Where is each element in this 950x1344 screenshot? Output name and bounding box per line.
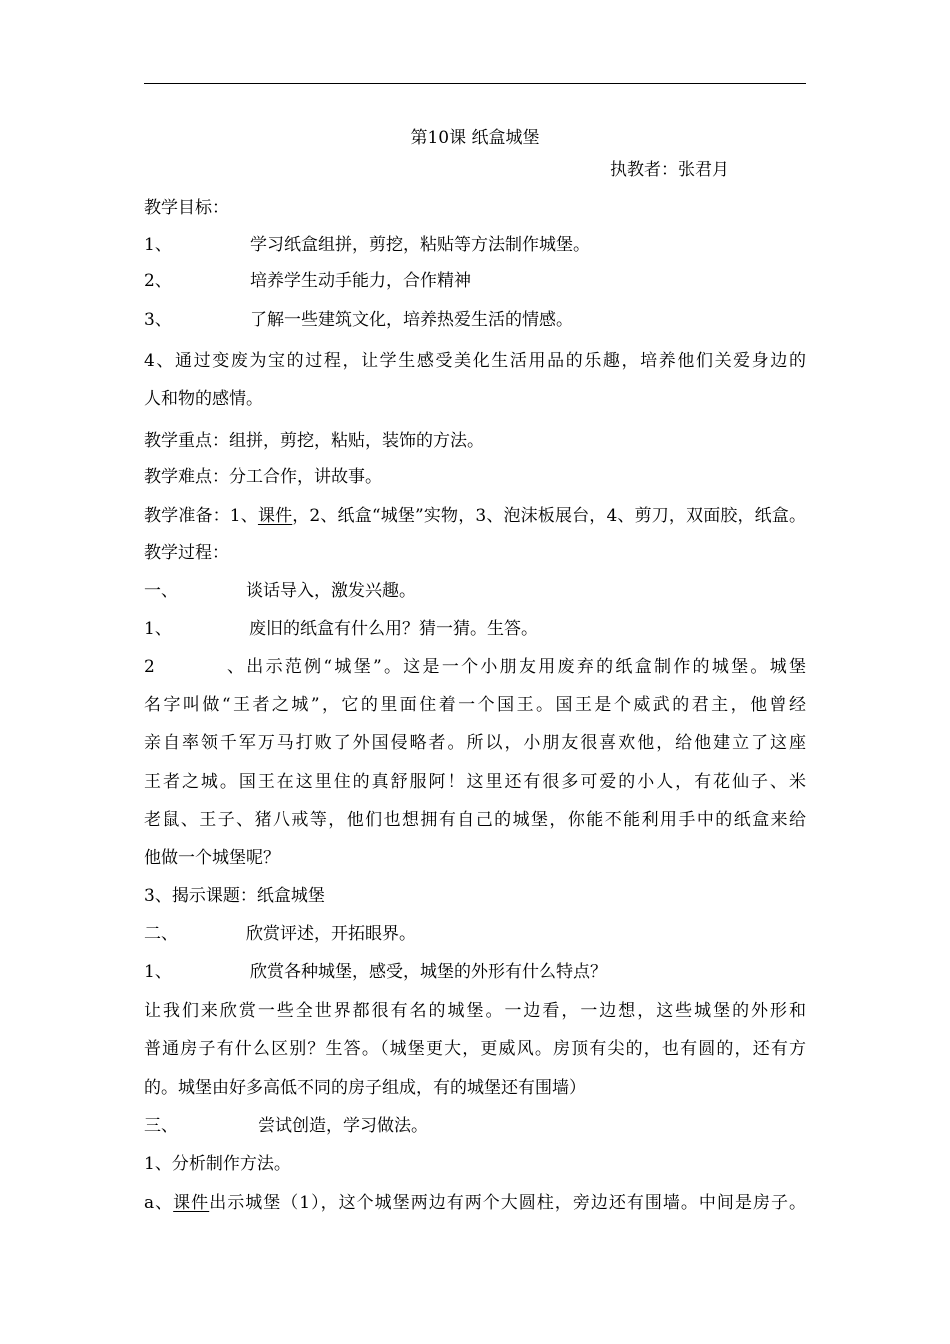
author-line: 执教者：张君月 [610, 160, 729, 180]
courseware-link-2[interactable]: 课件 [173, 1193, 210, 1213]
objective-2-num: 2、 [144, 271, 172, 291]
courseware-link[interactable]: 课件 [257, 506, 293, 526]
section-2-para-line-2: 普通房子有什么区别？生答。（城堡更大，更威风。房顶有尖的，也有圆的，还有方 [144, 1039, 806, 1059]
section-1-step-2-line-1 [144, 652, 806, 682]
section-3-step-a-prefix: a、 [144, 1193, 174, 1213]
objective-2-text: 培养学生动手能力，合作精神 [250, 271, 471, 291]
difficulties: 教学难点：分工合作，讲故事。 [144, 467, 382, 487]
section-1-step-1-text: 废旧的纸盒有什么用？猜一猜。生答。 [249, 619, 538, 639]
objective-3-text: 了解一些建筑文化，培养热爱生活的情感。 [250, 310, 573, 330]
section-1-step-3: 3、揭示课题：纸盒城堡 [144, 886, 325, 906]
section-2-para-line-1: 让我们来欣赏一些全世界都很有名的城堡。一边看，一边想，这些城堡的外形和 [144, 1001, 806, 1021]
section-1-title: 谈话导入，激发兴趣。 [246, 581, 416, 601]
section-3-step-a-text: 出示城堡（1），这个城堡两边有两个大圆柱，旁边还有围墙。中间是房子。 [209, 1193, 806, 1213]
section-1-heading [144, 576, 806, 606]
section-1-num: 一、 [144, 581, 178, 601]
section-2-step-1-num: 1、 [144, 962, 172, 982]
section-1-step-1-num: 1、 [144, 619, 172, 639]
objectives-heading: 教学目标： [144, 198, 229, 218]
section-2-step-1 [144, 957, 806, 987]
section-3-step-a [144, 1188, 806, 1218]
section-1-step-2-line-5: 老鼠、王子、猪八戒等，他们也想拥有自己的城堡，你能不能利用手中的纸盒来给 [144, 810, 806, 830]
section-1-step-2-num: 2、 [144, 657, 244, 677]
section-3-title: 尝试创造，学习做法。 [258, 1116, 428, 1136]
section-1-step-2-text: 出示范例“城堡”。这是一个小朋友用废弃的纸盒制作的城堡。城堡 [244, 657, 806, 677]
objective-1-num: 1、 [144, 235, 172, 255]
objective-1-text: 学习纸盒组拼，剪挖，粘贴等方法制作城堡。 [250, 235, 590, 255]
section-1-step-1 [144, 614, 806, 644]
process-heading: 教学过程： [144, 543, 229, 563]
section-1-step-2-line-2: 名字叫做“王者之城”，它的里面住着一个国王。国王是个威武的君主，他曾经 [144, 695, 806, 715]
objective-4-line-2: 人和物的感情。 [144, 389, 263, 409]
lesson-title: 第10课 纸盒城堡 [410, 128, 540, 148]
preparation-suffix: ，2、纸盒“城堡”实物，3、泡沫板展台，4、剪刀，双面胶，纸盒。 [292, 506, 806, 526]
section-1-step-2-line-3: 亲自率领千军万马打败了外国侵略者。所以，小朋友很喜欢他，给他建立了这座 [144, 733, 806, 753]
section-1-step-2-line-6: 他做一个城堡呢？ [144, 848, 280, 868]
section-2-heading [144, 919, 806, 949]
objective-4-line-1: 4、通过变废为宝的过程，让学生感受美化生活用品的乐趣，培养他们关爱身边的 [144, 351, 806, 371]
section-2-step-1-text: 欣赏各种城堡，感受，城堡的外形有什么特点？ [250, 962, 607, 982]
objective-2 [144, 266, 806, 296]
section-2-title: 欣赏评述，开拓眼界。 [246, 924, 416, 944]
objective-3 [144, 305, 806, 335]
section-3-num: 三、 [144, 1116, 178, 1136]
section-3-heading [144, 1111, 806, 1141]
preparation [144, 501, 806, 531]
section-3-step-1: 1、分析制作方法。 [144, 1154, 291, 1174]
preparation-prefix: 教学准备：1、 [144, 506, 258, 526]
objective-1 [144, 230, 806, 260]
header-rule [144, 83, 806, 84]
section-1-step-2-line-4: 王者之城。国王在这里住的真舒服阿！这里还有很多可爱的小人，有花仙子、米 [144, 772, 806, 792]
section-2-para-line-3: 的。城堡由好多高低不同的房子组成，有的城堡还有围墙） [144, 1078, 586, 1098]
section-2-num: 二、 [144, 924, 178, 944]
key-points: 教学重点：组拼，剪挖，粘贴，装饰的方法。 [144, 431, 484, 451]
objective-3-num: 3、 [144, 310, 172, 330]
